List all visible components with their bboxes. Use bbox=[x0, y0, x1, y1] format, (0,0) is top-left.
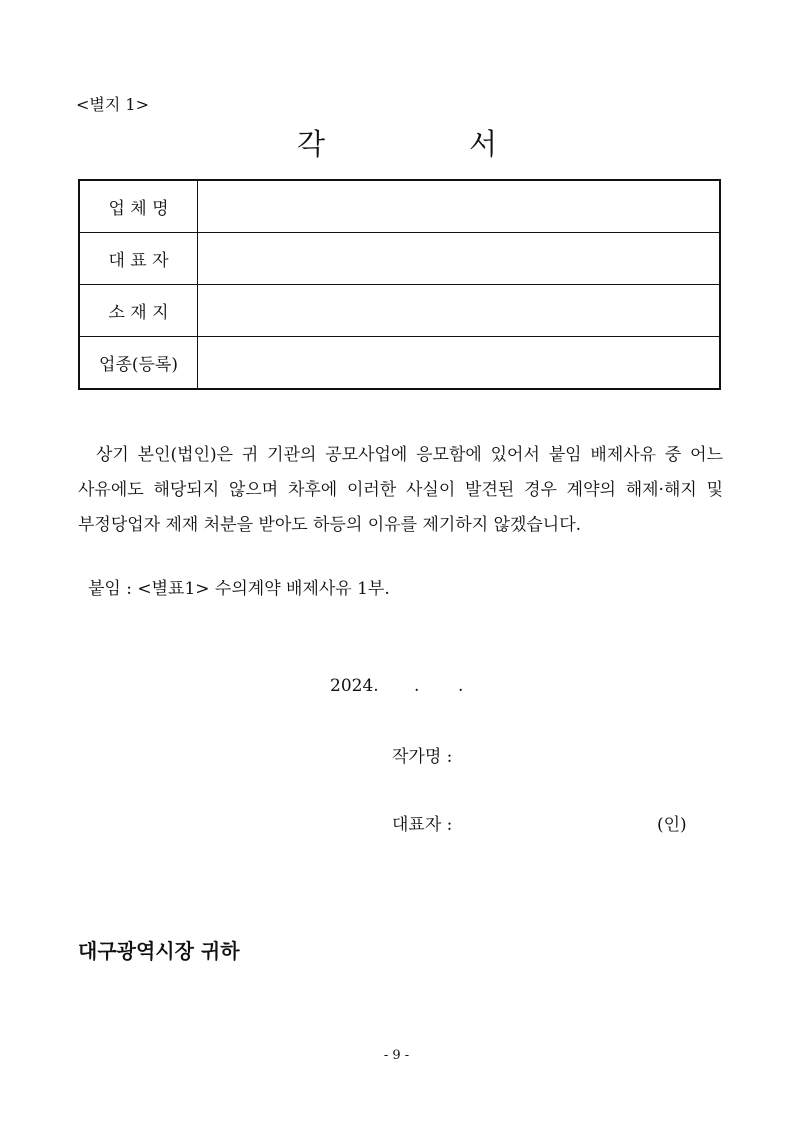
title-char-2: 서 bbox=[469, 127, 498, 161]
row-label-address: 소 재 지 bbox=[79, 285, 198, 337]
representative-label: 대표자 : bbox=[392, 815, 453, 835]
annex-label: <별지 1> bbox=[76, 95, 149, 114]
title-char-1: 각 bbox=[297, 127, 326, 161]
attachment-note: 붙임 : <별표1> 수의계약 배제사유 1부. bbox=[88, 579, 390, 599]
page-number: - 9 - bbox=[383, 1048, 410, 1063]
table-row bbox=[79, 285, 720, 337]
company-info-table bbox=[78, 179, 721, 390]
row-value-business-type[interactable] bbox=[198, 337, 721, 390]
writer-label: 작가명 : bbox=[392, 747, 453, 767]
row-label-business-type: 업종(등록) bbox=[79, 337, 198, 390]
date-line bbox=[330, 676, 464, 696]
row-value-address[interactable] bbox=[198, 285, 721, 337]
date-day-dot: . bbox=[458, 676, 464, 696]
row-value-company-name[interactable] bbox=[198, 180, 721, 233]
pledge-body-text: 상기 본인(법인)은 귀 기관의 공모사업에 응모함에 있어서 붙임 배제사유 중 어느 사유에도 해당되지 않으며 차후에 이러한 사실이 발견된 경우 계약의 해제·해지 및 부정당업자 제재 처분을 받아도 하등의 이유를 제기하지 않겠습니다. bbox=[78, 445, 723, 535]
addressee: 대구광역시장 귀하 bbox=[78, 939, 240, 963]
table-row bbox=[79, 180, 720, 233]
document-title bbox=[0, 122, 793, 166]
date-month-dot: . bbox=[414, 676, 420, 696]
table-row bbox=[79, 337, 720, 390]
row-value-representative[interactable] bbox=[198, 233, 721, 285]
seal-label: (인) bbox=[657, 815, 687, 835]
table-row bbox=[79, 233, 720, 285]
row-label-representative: 대 표 자 bbox=[79, 233, 198, 285]
date-year: 2024. bbox=[330, 676, 379, 696]
row-label-company-name: 업 체 명 bbox=[79, 180, 198, 233]
